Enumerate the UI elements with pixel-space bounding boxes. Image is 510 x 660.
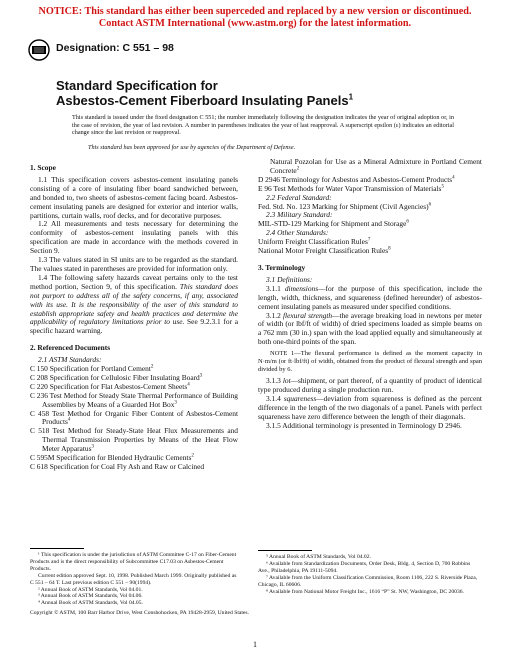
section-heading-terminology: 3. Terminology bbox=[258, 262, 306, 272]
ref-c618-continued: Natural Pozzolan for Use as a Mineral Admixture in Portland Cement Concrete$^2$ bbox=[270, 157, 482, 175]
military-standard-heading: 2.3 Military Standard: bbox=[266, 210, 333, 220]
title-line-2: Asbestos-Cement Fiberboard Insulating Panels$^1$ bbox=[56, 92, 354, 108]
section-heading-scope: 1. Scope bbox=[30, 163, 56, 172]
para-1-3: 1.3 The values stated in SI units are to be regarded as the standard. The values stated in parentheses are provided for information only. bbox=[30, 255, 238, 273]
dod-approval-note: This standard has been approved for use by agencies of the Department of Defense. bbox=[88, 144, 296, 151]
other-standards-heading: 2.4 Other Standards: bbox=[266, 228, 329, 238]
footnote-8: ⁸ Available from National Motor Freight Inc., 1616 “P” St. NW, Washington, DC 20036. bbox=[266, 588, 464, 595]
ref-c150: C 150 Specification for Portland Cement$^2$ bbox=[30, 364, 154, 374]
federal-standard-heading: 2.2 Federal Standard: bbox=[266, 192, 332, 202]
def-flexural-strength: 3.1.2 flexural strength—the average breaking load in newtons per meter of width (or lbf/ft of width) of dried specimens loaded as simple beams on a 762 mm (30 in.) span with the load applied equally and simultaneously at both one-third points of the span. bbox=[258, 310, 482, 347]
definitions-heading: 3.1 Definitions: bbox=[266, 274, 313, 284]
notice-line-1: NOTICE: This standard has either been superceded and replaced by a new version or discontinued. bbox=[38, 6, 472, 17]
footnote-4: ⁴ Annual Book of ASTM Standards, Vol 04.05. bbox=[38, 600, 143, 607]
ref-national-motor-freight: National Motor Freight Classification Rules$^8$ bbox=[258, 246, 391, 256]
para-1-1: 1.1 This specification covers asbestos-cement insulating panels consisting of a core of insulating fiber board sandwiched between, and bonded to, two sheets of asbestos-cement facing board. Asbestos-cement insulating panels are designed for exterior and interior walls, partitions, curtain walls, roof decks, and for decorative purposes. bbox=[30, 174, 238, 220]
designation: Designation: C 551 – 98 bbox=[56, 42, 174, 54]
issuance-note: This standard is issued under the fixed designation C 551; the number immediately following the designation indicates the year of original adoption or, in the case of revision, the year of last revision. A number in parentheses indicates the year of last reapproval. A superscript epsilon (ε) indicates an editorial change since the last revision or reapproval. bbox=[72, 114, 454, 137]
superseded-notice bbox=[0, 6, 510, 30]
astm-logo-icon bbox=[28, 38, 50, 62]
para-1-4: 1.4 The following safety hazards caveat pertains only to the test method portion, Section 9, of this specification. This standard does not purport to address all of the safety concerns, if any, associated with its use. It is the responsibility of the user of this standard to establish appropriate safety and health practices and determine the applicability of regulatory limitations prior to use. See 9.2.3.1 for a specific hazard warning. bbox=[30, 272, 238, 336]
ref-c618: C 618 Specification for Coal Fly Ash and Raw or Calcined bbox=[30, 462, 205, 471]
para-1-2: 1.2 All measurements and tests necessary for determining the conformity of asbestos-cement insulating panels with this specification are made in accordance with the methods covered in Section 9. bbox=[30, 219, 238, 256]
footnote-rule bbox=[30, 548, 84, 549]
footnote-1: ¹ This specification is under the jurisdiction of ASTM Committee C-17 on Fiber-Cement Products and is the direct responsibility of Subcommittee C17.03 on Asbestos-Cement Products. bbox=[30, 552, 237, 572]
ref-c518: C 518 Test Method for Steady-State Heat Flux Measurements and Thermal Transmission Properties by Means of the Heat Flow Meter Apparatus$^3$ bbox=[30, 426, 238, 454]
title-line-1: Standard Specification for bbox=[56, 78, 218, 93]
ref-c208: C 208 Specification for Cellulosic Fiber Insulating Board$^3$ bbox=[30, 372, 203, 382]
footnote-5: ⁵ Annual Book of ASTM Standards, Vol 04.02. bbox=[266, 554, 371, 560]
left-column bbox=[30, 158, 238, 472]
footnote-1-edition: Current edition approved Sept. 10, 1998. Published March 1999. Originally published as C 551 – 64 T. Last previous edition C 551 – 90(1994). bbox=[30, 572, 237, 586]
footnote-6: ⁶ Available from Standardization Documents, Order Desk, Bldg. 4, Section D, 700 Robbins Ave., Philadelphia, PA 19111-5094. bbox=[258, 560, 471, 574]
footnote-3: ³ Annual Book of ASTM Standards, Vol 04.06. bbox=[38, 593, 143, 600]
document-title bbox=[56, 78, 353, 108]
note-1: NOTE 1—The flexural performance is defined as the moment capacity in N·m/m (or ft·lbf/ft) of width, obtained from the product of flexural strength and span divided by 6. bbox=[258, 350, 482, 374]
ref-c458: C 458 Test Method for Organic Fiber Content of Asbestos-Cement Products$^4$ bbox=[30, 408, 238, 427]
def-squareness: 3.1.4 squareness—deviation from squareness is defined as the percent difference in the length of the two diagonals of a panel. Panels with perfect squareness have zero difference between the length of their diagonals. bbox=[258, 393, 482, 421]
right-footnotes bbox=[258, 550, 482, 595]
ref-c220: C 220 Specification for Flat Asbestos-Cement Sheets$^4$ bbox=[30, 381, 190, 391]
ref-e96: E 96 Test Methods for Water Vapor Transmission of Materials$^5$ bbox=[258, 183, 444, 193]
footnote-rule-right bbox=[258, 550, 312, 551]
notice-line-2: Contact ASTM International (www.astm.org) for the latest information. bbox=[98, 18, 412, 29]
ref-d2946: D 2946 Terminology for Asbestos and Asbestos-Cement Products$^4$ bbox=[258, 174, 455, 184]
page-number: 1 bbox=[253, 640, 257, 649]
def-lot: 3.1.3 lot—shipment, or part thereof, of a quantity of product of identical type produced during a single production run. bbox=[258, 376, 482, 395]
copyright-line: Copyright © ASTM, 100 Barr Harbor Drive, West Conshohocken, PA 19428-2959, United States. bbox=[30, 610, 249, 616]
footnote-7: ⁷ Available from the Uniform Classification Commission, Room 1106, 222 S. Riverside Plaza, Chicago, IL 60606. bbox=[258, 574, 478, 588]
left-footnotes bbox=[30, 548, 238, 607]
def-additional-terminology: 3.1.5 Additional terminology is presented in Terminology D 2946. bbox=[266, 420, 462, 430]
right-column bbox=[258, 158, 482, 431]
ref-fed-std-123: Fed. Std. No. 123 Marking for Shipment (Civil Agencies)$^6$ bbox=[258, 201, 432, 211]
section-heading-referenced-documents: 2. Referenced Documents bbox=[30, 343, 111, 353]
ref-c236: C 236 Test Method for Steady State Thermal Performance of Building Assemblies by Means of a Guarded Hot Box$^3$ bbox=[30, 390, 238, 409]
footnote-2: ² Annual Book of ASTM Standards, Vol 04.01. bbox=[38, 586, 143, 593]
def-dimensions: 3.1.1 dimensions—for the purpose of this specification, include the length, width, thickness, and squareness (defined hereunder) of asbestos-cement insulating panels as measured under specified conditions. bbox=[258, 283, 482, 311]
astm-standards-heading: 2.1 ASTM Standards: bbox=[38, 355, 102, 365]
ref-uniform-freight: Uniform Freight Classification Rules$^7$ bbox=[258, 237, 371, 247]
ref-mil-std-129: MIL-STD-129 Marking for Shipment and Storage$^6$ bbox=[258, 219, 409, 229]
ref-c595m: C 595M Specification for Blended Hydraulic Cements$^2$ bbox=[30, 453, 194, 463]
